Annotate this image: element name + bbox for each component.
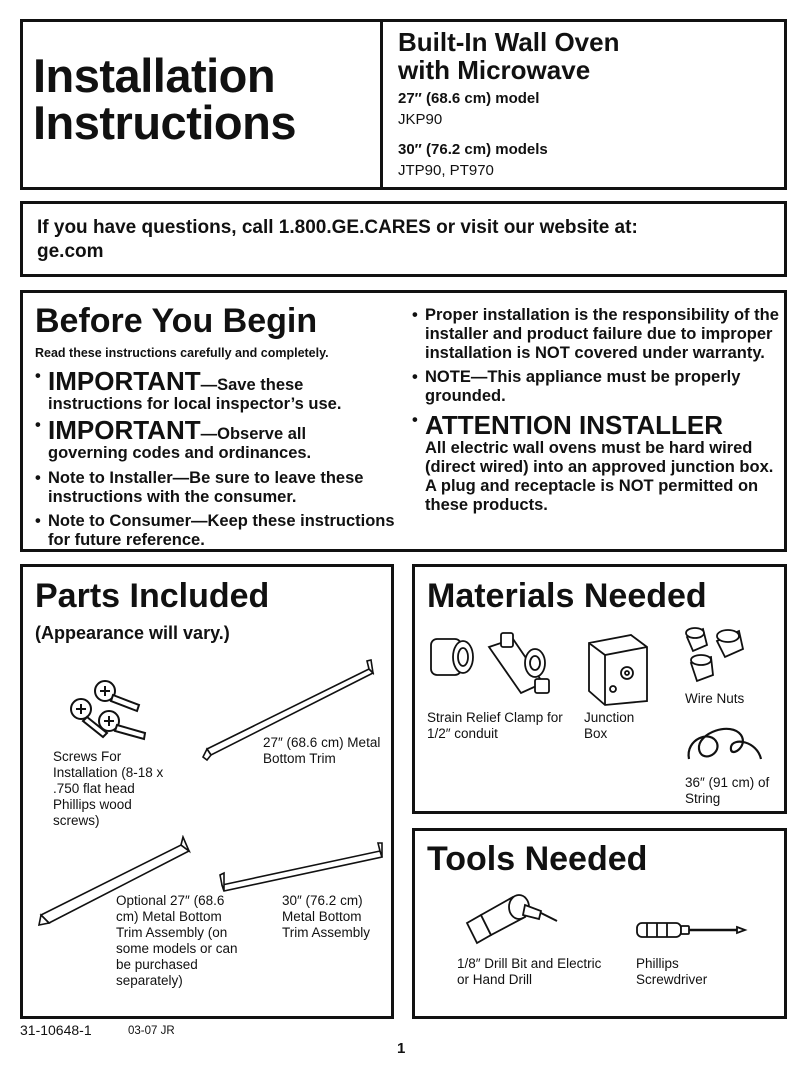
parts-trim30-caption: 30″ (76.2 cm) Metal Bottom Trim Assembly xyxy=(282,893,371,940)
attention-installer: • ATTENTION INSTALLER All electric wall ovens must be hard wired (direct wired) into an approved junction box. A plug and receptacle is NOT permitted on these products. xyxy=(412,411,782,515)
model-27-label: 27″ (68.6 cm) model xyxy=(398,90,540,107)
trim-30-icon xyxy=(216,837,391,897)
drill-icon xyxy=(461,887,561,947)
contact-text: If you have questions, call 1.800.GE.CARES or visit our website at: ge.com xyxy=(37,217,638,262)
before-intro: Read these instructions carefully and completely. xyxy=(35,346,329,360)
materials-strain-caption: Strain Relief Clamp for 1/2″ conduit xyxy=(427,710,563,741)
model-27-value: JKP90 xyxy=(398,111,443,128)
wire-nuts-icon xyxy=(681,623,751,687)
doc-date: 03-07 JR xyxy=(128,1025,175,1037)
tools-screwdriver-caption: Phillips Screwdriver xyxy=(636,956,708,987)
before-left-list xyxy=(35,367,395,555)
parts-optional-caption: Optional 27″ (68.6 cm) Metal Bottom Trim Assembly (on some models or can be purchased separately) xyxy=(116,893,238,988)
note-consumer: • Note to Consumer—Keep these instructions for future reference. xyxy=(35,512,395,550)
before-you-begin-box xyxy=(20,290,787,552)
page-number: 1 xyxy=(397,1040,406,1057)
screws-icon xyxy=(67,675,157,745)
header-divider xyxy=(380,22,383,187)
string-icon xyxy=(681,719,766,774)
note-installer: • Note to Installer—Be sure to leave these instructions with the consumer. xyxy=(35,469,395,507)
note-grounded: • NOTE—This appliance must be properly grounded. xyxy=(412,368,782,406)
section-title-materials: Materials Needed xyxy=(427,577,707,615)
tools-needed-box xyxy=(412,828,787,1019)
parts-subtitle: (Appearance will vary.) xyxy=(35,623,230,643)
model-30-value: JTP90, PT970 xyxy=(398,162,494,179)
page-title: Installation Instructions xyxy=(33,49,296,149)
materials-string-caption: 36″ (91 cm) of String xyxy=(685,775,770,806)
parts-included-box xyxy=(20,564,394,1019)
section-title-parts: Parts Included xyxy=(35,577,270,615)
important-codes: • IMPORTANT—Observe all governing codes and ordinances. xyxy=(35,416,395,463)
screwdriver-icon xyxy=(633,917,748,943)
materials-wirenuts-caption: Wire Nuts xyxy=(685,691,745,706)
strain-relief-icon xyxy=(423,627,573,707)
parts-trim27-caption: 27″ (68.6 cm) Metal Bottom Trim xyxy=(263,735,381,766)
model-30-label: 30″ (76.2 cm) models xyxy=(398,141,548,158)
header-box xyxy=(20,19,787,190)
proper-installation: • Proper installation is the responsibility of the installer and product failure due to improper installation is NOT covered under warranty. xyxy=(412,306,782,363)
contact-box xyxy=(20,201,787,277)
tools-drill-caption: 1/8″ Drill Bit and Electric or Hand Drill xyxy=(457,956,602,987)
important-save: • IMPORTANT—Save these instructions for local inspector’s use. xyxy=(35,367,395,414)
product-name: Built-In Wall Oven with Microwave xyxy=(398,27,620,85)
doc-number: 31-10648-1 xyxy=(20,1022,92,1038)
before-right-list xyxy=(412,306,782,520)
materials-junction-caption: Junction Box xyxy=(584,710,635,741)
junction-box-icon xyxy=(583,629,653,707)
section-title-tools: Tools Needed xyxy=(427,840,648,878)
parts-screws-caption: Screws For Installation (8-18 x .750 flat head Phillips wood screws) xyxy=(53,749,164,828)
section-title-before: Before You Begin xyxy=(35,302,318,340)
materials-needed-box xyxy=(412,564,787,814)
